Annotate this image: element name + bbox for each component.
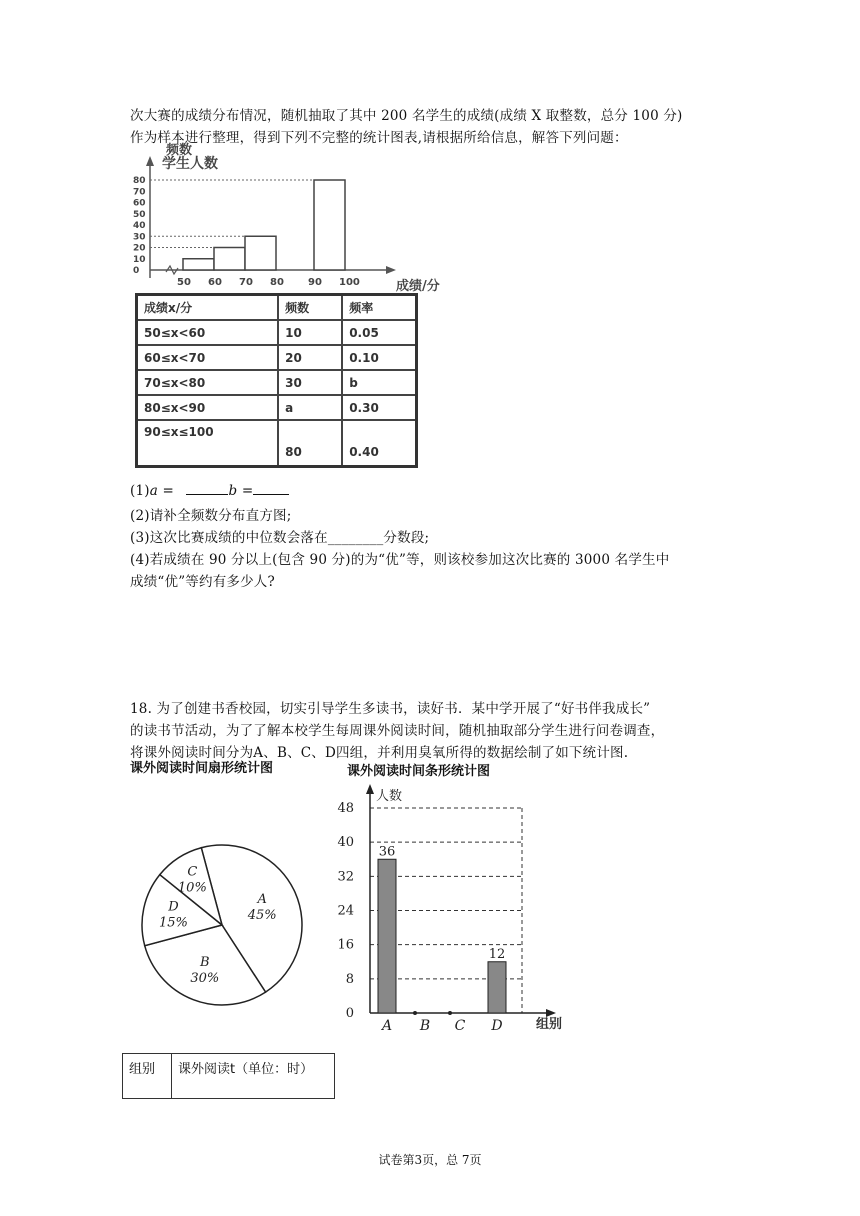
table-row: [137, 320, 417, 345]
q1-eq-b: =: [237, 483, 254, 499]
histogram-x-tick: 90: [308, 277, 322, 288]
pie-slice-label: C: [187, 864, 198, 880]
bar-y-tick: 40: [337, 835, 354, 851]
bar-zero-dot: [448, 1011, 452, 1015]
table-row: [137, 420, 417, 466]
question-2: (2)请补全频数分布直方图;: [130, 508, 292, 524]
bar-ylabel: 人数: [376, 789, 403, 804]
question-4-line2: 成绩“优”等约有多少人?: [130, 574, 275, 590]
histogram-y-tick: 10: [133, 254, 146, 265]
table-cell: 30: [278, 370, 342, 395]
bar: [378, 859, 396, 1013]
bar-y-tick: 24: [337, 903, 354, 919]
histogram-x-tick: 80: [270, 277, 284, 288]
bar-y-arrow: [366, 784, 374, 794]
frequency-table: [135, 293, 418, 468]
bar-x-tick: B: [419, 1018, 431, 1034]
histogram-ylabel: 学生人数: [162, 156, 218, 172]
table-header-row: [137, 295, 417, 321]
bar-x-tick: C: [454, 1018, 466, 1034]
histogram-y-tick: 70: [133, 187, 146, 198]
pie-slice-percent: 30%: [190, 970, 220, 986]
bar-zero-dot: [413, 1011, 417, 1015]
pie-chart-title: 课外阅读时间扇形统计图: [130, 761, 274, 776]
table-cell: 0.05: [342, 320, 416, 345]
bar-y-tick: 32: [337, 869, 354, 885]
blank-a: [186, 482, 228, 495]
table-cell: 0.30: [342, 395, 416, 420]
var-b: b: [228, 483, 238, 499]
histogram-y-tick: 50: [133, 209, 146, 220]
histogram-ylabel-top: 频数: [166, 143, 193, 158]
table-cell: 50≤x<60: [137, 320, 279, 345]
histogram-x-tick: 60: [208, 277, 222, 288]
table-row: [123, 1054, 335, 1099]
frequency-histogram: [128, 140, 468, 296]
histogram-x-tick: 50: [177, 277, 191, 288]
bar-y-tick: 8: [345, 971, 354, 987]
table-cell: 60≤x<70: [137, 345, 279, 370]
table-cell: 90≤x≤100: [137, 420, 279, 466]
histogram-y-tick: 20: [133, 243, 146, 254]
table-cell: 80≤x<90: [137, 395, 279, 420]
q1-prefix: (1): [130, 483, 150, 499]
pie-slice-label: A: [257, 892, 267, 908]
pie-slice-percent: 45%: [247, 908, 277, 924]
table-cell: 0.10: [342, 345, 416, 370]
table-header-cell: 成绩x/分: [137, 295, 279, 321]
blank-b: [253, 482, 289, 495]
histogram-bar: [183, 259, 214, 270]
question-4-line1: (4)若成绩在 90 分以上(包含 90 分)的为“优”等，则该校参加这次比赛的 3000 名学生中: [130, 552, 670, 568]
pie-chart: [140, 840, 310, 1010]
histogram-y-tick: 30: [133, 232, 146, 243]
histogram-y-tick: 60: [133, 198, 146, 209]
histogram-x-arrow: [386, 266, 396, 274]
bar-x-arrow: [546, 1009, 556, 1017]
q1-eq-a: =: [157, 483, 179, 499]
page-footer: 试卷第3页，总 7页: [378, 1153, 482, 1167]
table-header-cell: 频率: [342, 295, 416, 321]
table-cell: 70≤x<80: [137, 370, 279, 395]
histogram-bar: [214, 248, 245, 271]
p17-intro-line1: 次大赛的成绩分布情况，随机抽取了其中 200 名学生的成绩(成绩 X 取整数，总分 100 分): [130, 108, 683, 124]
histogram-x-tick: 100: [339, 277, 360, 288]
table-row: [137, 370, 417, 395]
time-header-cell: 课外阅读t（单位：时）: [172, 1054, 335, 1099]
group-header-cell: 组别: [123, 1054, 172, 1099]
bar-y-tick: 48: [337, 801, 354, 816]
table-header-cell: 频数: [278, 295, 342, 321]
table-cell: 10: [278, 320, 342, 345]
histogram-bar: [314, 180, 345, 270]
bar-x-tick: D: [491, 1018, 503, 1034]
histogram-x-tick: 70: [239, 277, 253, 288]
question-1: [130, 482, 289, 499]
table-row: [137, 345, 417, 370]
pie-slice-percent: 15%: [159, 915, 188, 931]
table-cell: a: [278, 395, 342, 420]
bar-xlabel: 组别: [536, 1017, 563, 1032]
p18-line3: 将课外阅读时间分为A、B、C、D四组，并利用臭氧所得的数据绘制了如下统计图.: [130, 745, 629, 761]
histogram-xlabel: 成绩/分: [396, 279, 440, 294]
reading-time-table: [122, 1053, 335, 1099]
histogram-y-tick: 40: [133, 221, 146, 231]
table-cell: 20: [278, 345, 342, 370]
bar-data-label: 36: [378, 844, 396, 860]
histogram-y-arrow: [146, 156, 154, 166]
bar-chart-title: 课外阅读时间条形统计图: [347, 764, 491, 779]
table-cell: 80: [278, 420, 342, 466]
bar-chart: [330, 780, 580, 1035]
p18-line2: 的读书节活动，为了了解本校学生每周课外阅读时间，随机抽取部分学生进行问卷调查，: [130, 723, 665, 739]
pie-slice-percent: 10%: [177, 880, 207, 896]
bar-data-label: 12: [488, 946, 506, 962]
histogram-bar: [245, 236, 276, 270]
pie-slice-label: D: [168, 899, 179, 915]
bar: [488, 962, 506, 1013]
histogram-y-tick: 0: [133, 266, 140, 276]
bar-y-tick: 16: [337, 937, 354, 953]
table-cell: b: [342, 370, 416, 395]
bar-x-tick: A: [381, 1018, 393, 1034]
pie-slice-label: B: [200, 954, 210, 970]
histogram-axis-break: [166, 266, 178, 274]
question-3: (3)这次比赛成绩的中位数会落在________分数段;: [130, 530, 430, 546]
p18-line1: 18. 为了创建书香校园，切实引导学生多读书，读好书．某中学开展了“好书伴我成长”: [130, 701, 651, 717]
histogram-y-tick: 80: [133, 176, 146, 186]
bar-y-tick: 0: [345, 1006, 354, 1021]
p17-intro-line2: 作为样本进行整理，得到下列不完整的统计图表,请根据所给信息，解答下列问题：: [130, 130, 628, 146]
table-row: [137, 395, 417, 420]
table-cell: 0.40: [342, 420, 416, 466]
var-a: a: [149, 483, 158, 499]
